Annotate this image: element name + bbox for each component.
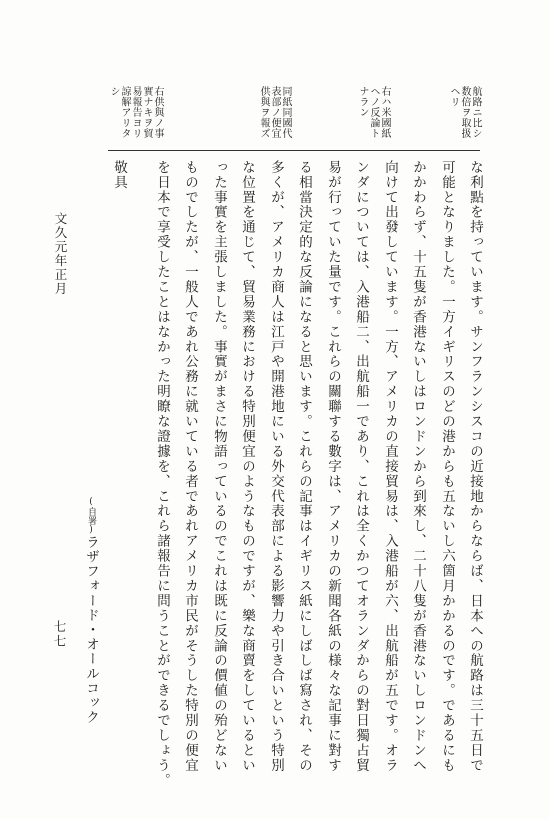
signature-name: ラザフォード・オールコック	[83, 535, 99, 725]
page-number: 七七	[52, 620, 67, 649]
body-line: を日本で享受したことはなかった明瞭な證據を、これら諸報告に問うことができるでしょう。	[154, 160, 170, 788]
body-line: 多くが、アメリカ商人は江戸や開港地にいる外交代表部による影響力や引き合いという特別	[268, 160, 284, 773]
signature-honorific: (自署)	[86, 497, 96, 535]
signature	[84, 497, 98, 725]
margin-note: 同紙同國代 表部ノ便宜 供與ヲ報ズ	[258, 86, 291, 139]
body-line: る相當決定的な反論になると思います。これらの記事はイギリス紙にしばしば寫され、その	[296, 160, 312, 773]
body-line: ものでしたが、一般人であれ公務に就いている者であれアメリカ市民がそうした特別の便宜	[182, 160, 198, 773]
margin-note-divider	[108, 150, 480, 151]
body-line: 向けて出發しています。一方、アメリカの直接貿易は、入港船が六、出航船が五です。オラ	[382, 160, 398, 773]
body-line: 易が行っていた量です。これらの關聯する數字は、アメリカの新聞各紙の様々な記事に對す	[325, 160, 341, 773]
closing: 敬具	[111, 160, 127, 190]
body-line: ンダについては、入港船二、出航船一であり、これは全くかつてオランダからの對日獨占貿	[353, 160, 369, 773]
body-line: な位置を通じて、貿易業務における特別便宜のようなものですが、樂な商賣をしているとい	[239, 160, 255, 773]
body-line: な利點を持っています。サンフランシスコの近接地からならば、日本への航路は三十五日で	[467, 160, 483, 773]
margin-note: 航路ニ比シ 数倍ヲ取扱 ヘリ	[448, 86, 481, 139]
document-date: 文久元年正月	[53, 212, 68, 296]
margin-note: 右供與ノ事 實ナキヲ貿 易報告ヨリ 諒解アリタ シ	[108, 86, 163, 139]
body-line: かかわらず、十五隻が香港ないしはロンドンから到來し、二十八隻が香港ないしロンドンへ	[410, 160, 426, 773]
body-line: 可能となりました。一方イギリスのどの港からも五ないし六箇月かかるのです。であるにも	[439, 160, 455, 773]
body-line: った事實を主張しました。事實がまさに物語っているのでこれは既に反論の價値の殆どない	[211, 160, 227, 773]
margin-note: 右ハ米國紙 ヘノ反論ト ナラン	[357, 86, 390, 139]
